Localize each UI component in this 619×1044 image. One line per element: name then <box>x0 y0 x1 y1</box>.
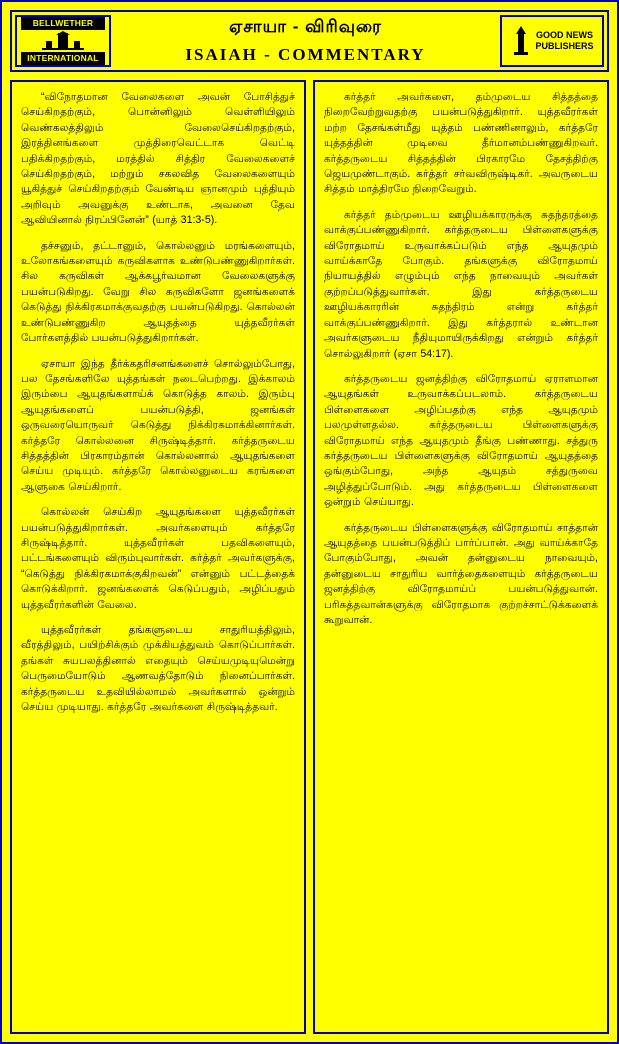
paragraph: கொல்லன் செய்கிற ஆயுதங்களை யுத்தவீரர்கள் பயன்படுத்துகிறார்கள். அவர்களையும் கர்த்தரே சிருஷ்டித்தார். யுத்தவீரர்கள் பதவிகளையும், பட்டங்களையும் விரும்புவார்கள். கர்த்தர் அவர்களுக்கு, “கெடுத்து நிக்கிரகமாக்குகிறவன்” என்னும் பட்டத்தைக் கொடுக்கிறார். ஜனங்களைக் கெடுப்பதும், அழிப்பதும் யுத்தவீரர்களின் வேலை. <box>21 506 295 611</box>
right-text-column <box>313 80 609 1034</box>
page-title-tamil: ஏசாயா - விரிவுரை <box>229 17 382 36</box>
page-title-english: ISAIAH - COMMENTARY <box>185 45 426 64</box>
paragraph: ஏசாயா இந்த தீர்க்கதரிசனங்களைச் சொல்லும்போது, பல தேசங்களிலே யுத்தங்கள் நடைபெற்றது. இக்காலம் இரும்பை ஆயுதங்களாய்க் கொடுத்த காலம். இரும்பு ஆயுதங்களைப் பயன்படுத்தி, ஜனங்கள் ஒருவரையொருவர் கெடுத்து நிக்கிரகமாக்கினார்கள். கர்த்தரே கொல்லனை சிருஷ்டித்தார். கர்த்தருடைய சித்தத்தின் பிரகாரம்தான் கொல்லனால் ஆயுதங்களை செய்ய முடியும். கர்த்தரே கொல்லனுடைய கரங்களை ஆளுகை செய்கிறார். <box>21 357 295 493</box>
bell-tower-icon <box>40 31 86 51</box>
page-header <box>10 10 609 72</box>
publisher-name-line2: PUBLISHERS <box>535 41 594 51</box>
good-news-publishers-logo <box>500 15 604 67</box>
bellwether-international-logo <box>15 15 111 67</box>
header-title-block <box>114 12 497 70</box>
paragraph: தச்சனும், தட்டானும், கொல்லனும் மரங்களையும், உலோகங்களையும் கருவிகளாக உண்டுபண்ணுகிறார்கள். சில கருவிகள் ஆக்கபூர்வமான வேலைகளுக்கு பயன்படுகிறது. வேறு சில கருவிகளோ ஜனங்களைக் கெடுத்து நிக்கிரகமாக்குவதற்கு பயன்படுகிறது. கொல்லன் உண்டுபண்ணுகிற ஆயுதத்தை யுத்தவீரர்கள் போர்களத்தில் பயன்படுத்துகிறார்கள். <box>21 239 295 345</box>
torch-icon <box>510 26 532 56</box>
paragraph: கர்த்தருடைய பிள்ளைகளுக்கு விரோதமாய் சாத்தான் ஆயுதத்தை பயன்படுத்திப் பார்ப்பான். அது வாய்க்காதே போகும்போது, அவன் தன்னுடைய நாவையும், தன்னுடைய சாதுரிய வார்த்தைகளையும் கர்த்தருடைய ஜனத்திற்கு விரோதமாய்ப் பயன்படுத்துவான். பரிசுத்தவான்களுக்கு விரோதமாக குற்றச்சாட்டுக்களைக் கூறுவான். <box>324 521 598 626</box>
logo-band-top: BELLWETHER <box>21 17 106 30</box>
body-columns <box>10 80 609 1034</box>
paragraph: “விநோதமான வேலைகளை அவன் போசித்துச் செய்கிறதற்கும், பொன்னிலும் வெள்ளியிலும் வெண்கலத்திலும் வேலைசெய்கிறதற்கும், இரத்தினங்களை முத்திரைவெட்டாக வெட்டி பதிக்கிறதற்கும், மரத்தில் சித்திர வேலைகளைச் செய்கிறதற்கும், மற்றும் சகலவித வேலைகளையும் யூகித்துச் செய்கிறதற்கும் வேண்டிய ஞானமும் புத்தியும் அறிவும் அவனுக்கு உண்டாக, அவனை தேவ ஆவியினால் நிரப்பினேன்” (யாத் 31:3-5). <box>21 91 295 227</box>
logo-band-bottom: INTERNATIONAL <box>21 52 106 65</box>
paragraph: கர்த்தருடைய ஜனத்திற்கு விரோதமாய் ஏராளமான ஆயுதங்கள் உருவாக்கப்படலாம். கர்த்தருடைய பிள்ளைகளை அழிப்பதற்கு எந்த ஆயுதமும் பலமுள்ளதல்ல. கர்த்தருடைய பிள்ளைகளுக்கு விரோதமாய் எந்த ஆயுதமும் தீங்கு பண்ணாது. சத்துரு கர்த்தருடைய பிள்ளைகளுக்கு விரோதமாய் ஆயுதத்தை ஒங்கும்போது, அந்த ஆயுதம் சத்துருவை அழித்துப்போடும். அது கர்த்தருடைய பிள்ளைகளை ஒன்றும் செய்யாது. <box>324 372 598 509</box>
paragraph: கர்த்தர் தம்முடைய ஊழியக்காரருக்கு சுதந்தரத்தை வாக்குப்பண்ணுகிறார். கர்த்தருடைய பிள்ளைகளுக்கு விரோதமாய் உருவாக்கப்படும் எந்த ஆயுதமும் வாய்க்காதே போகும். தங்களுக்கு விரோதமாய் நியாயத்தில் எழும்பும் எந்த நாவையும் அவர்கள் குற்றப்படுத்துவார்கள். இது கர்த்தருடைய ஊழியக்காரரின் சுதந்திரம் என்று கர்த்தர் வாக்குப்பண்ணுகிறார். இது கர்த்தரால் உண்டான அவர்களுடைய நீதியுமாயிருக்கிறது என்றும் கர்த்தர் சொல்லுகிறார் (ஏசா 54:17). <box>324 208 598 360</box>
paragraph: யுத்தவீரர்கள் தங்களுடைய சாதுரியத்திலும், வீரத்திலும், பயிற்சிக்கும் முக்கியத்துவம் கொடுப்பார்கள். தங்கள் சுயபலத்தினால் எதையும் செய்யமுடியுமென்று பெருமையோடும் ஆணவத்தோடும் நினைப்பார்கள். கர்த்தருடைய உதவியில்லாமல் அவர்களால் ஒன்றும் செய்ய முடியாது. கர்த்தரே அவர்களை சிருஷ்டித்தவர். <box>21 624 295 714</box>
left-text-column <box>10 80 306 1034</box>
paragraph: கர்த்தர் அவர்களை, தம்முடைய சித்தத்தை நிறைவேற்றுவதற்கு பயன்படுத்துகிறார். யுத்தவீரர்கள் மற்ற தேசங்கள்மீது யுத்தம் பண்ணினாலும், கர்த்தரே யுத்தத்தின் முடிவை தீர்மானம்பண்ணுகிறவர். கர்த்தருடைய சித்தத்தின் பிரகாரமே தேசத்திற்கு ஜெயமுண்டாகும். கர்த்தர் சர்வவிருஷ்டிகர். அவருடைய சித்தம் மாத்திரமே நிறைவேறும். <box>324 91 598 196</box>
publisher-name-line1: GOOD NEWS <box>535 30 593 40</box>
